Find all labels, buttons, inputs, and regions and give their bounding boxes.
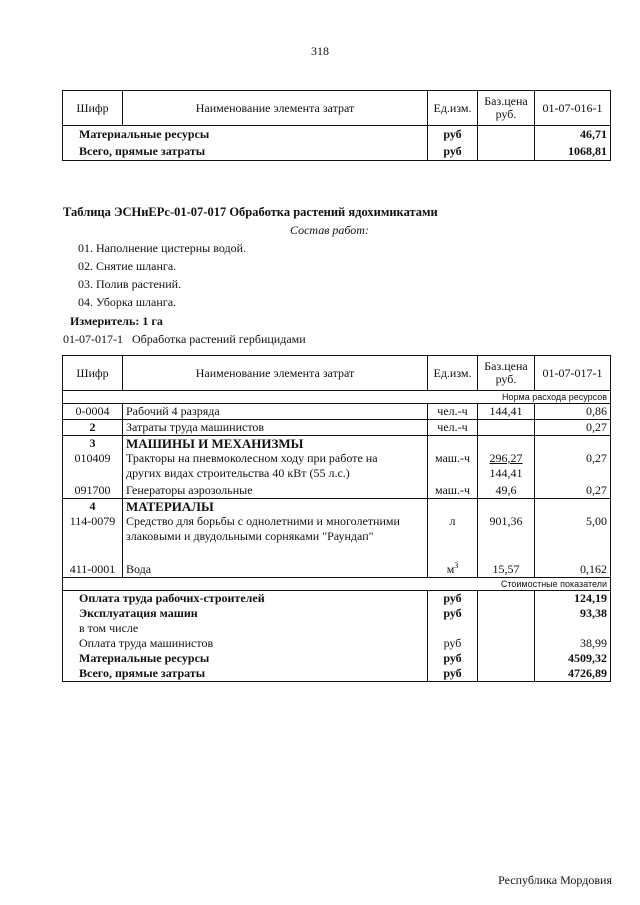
step-2: 02. Снятие шланга. — [78, 259, 177, 273]
item-heading: 01-07-017-1 Обработка растений гербицидами — [63, 332, 306, 346]
header-unit: Ед.изм. — [428, 356, 478, 391]
norm-label: Норма расхода ресурсов — [63, 391, 611, 404]
table-1: Шифр Наименование элемента затрат Ед.изм. Баз.цена руб. 01-07-016-1 Материальные ресурсы руб 46,71 Всего, прямые затраты руб 1068,81 — [62, 90, 611, 161]
header-col-code: 01-07-016-1 — [535, 91, 611, 126]
table-2 — [62, 355, 611, 682]
table-row: 010409 Тракторы на пневмоколесном ходу при работе на других видах строительства 40 кВт (55 л.с.) маш.-ч 296,27 144,41 0,27 — [63, 451, 611, 481]
table-row: 114-0079 Средство для борьбы с однолетними и многолетними злаковыми и двудольными сорняками "Раундап" л 901,36 5,00 — [63, 514, 611, 562]
header-code: Шифр — [63, 91, 123, 126]
header-col-code: 01-07-017-1 — [535, 356, 611, 391]
table-row: 4 МАТЕРИАЛЫ — [63, 499, 611, 515]
step-1: 01. Наполнение цистерны водой. — [78, 241, 246, 255]
table-row: Материальные ресурсы руб 4509,32 — [63, 651, 611, 666]
section-title: Таблица ЭСНиЕРс-01-07-017 Обработка растений ядохимикатами — [63, 205, 438, 219]
footer-region: Республика Мордовия — [498, 873, 612, 887]
header-name: Наименование элемента затрат — [123, 356, 428, 391]
header-name: Наименование элемента затрат — [123, 91, 428, 126]
table-row: Материальные ресурсы — [63, 126, 428, 144]
table-row: 0-0004 Рабочий 4 разряда чел.-ч 144,41 0,86 — [63, 404, 611, 420]
step-3: 03. Полив растений. — [78, 277, 182, 291]
table-row: Оплата труда машинистов руб 38,99 — [63, 636, 611, 651]
cost-label: Стоимостные показатели — [63, 578, 611, 591]
table-row: 091700 Генераторы аэрозольные маш.-ч 49,6 0,27 — [63, 481, 611, 499]
table-row: 3 МАШИНЫ И МЕХАНИЗМЫ — [63, 436, 611, 452]
header-code: Шифр — [63, 356, 123, 391]
table-row: 2 Затраты труда машинистов чел.-ч 0,27 — [63, 420, 611, 436]
table-row: Оплата труда рабочих-строителей руб 124,19 — [63, 591, 611, 607]
page-number: 318 — [311, 44, 329, 58]
table-row: 411-0001 Вода $м^3$ 15,57 0,162 — [63, 562, 611, 578]
header-unit: Ед.изм. — [428, 91, 478, 126]
measure: Измеритель: 1 га — [70, 314, 163, 328]
header-price: Баз.цена руб. — [478, 91, 535, 126]
composition-title: Состав работ: — [290, 223, 369, 237]
table-row: в том числе — [63, 621, 611, 636]
table-row: Всего, прямые затраты руб 4726,89 — [63, 666, 611, 682]
table-row: Эксплуатация машин руб 93,38 — [63, 606, 611, 621]
header-price: Баз.цена руб. — [478, 356, 535, 391]
table-row: Всего, прямые затраты — [63, 143, 428, 161]
step-4: 04. Уборка шланга. — [78, 295, 177, 309]
